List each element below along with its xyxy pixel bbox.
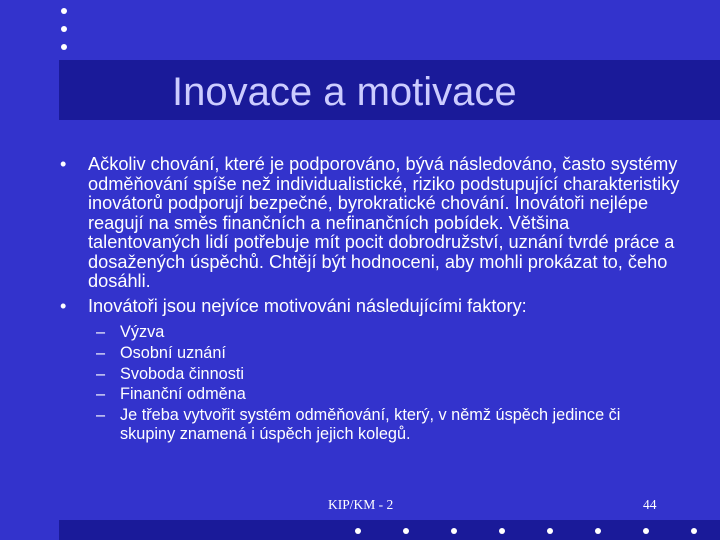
bullet-marker: • [60,154,67,174]
decorative-dot [61,26,67,32]
sub-item [60,406,680,444]
footer-label: KIP/KM - 2 [328,497,394,512]
sub-item [60,385,680,404]
sub-item [60,323,680,342]
dash-marker: – [96,406,106,425]
page-number: 44 [643,497,657,512]
bullet-item [60,155,680,292]
content-list [60,155,680,444]
dash-marker: – [96,323,106,341]
sub-item-text: Je třeba vytvořit systém odměňování, který, v němž úspěch jedince či skupiny znamená i úspěch jejich kolegů. [120,406,621,443]
sub-item-text: Finanční odměna [120,385,246,404]
sub-item [60,344,680,363]
decorative-dot [61,44,67,50]
dash-marker: – [96,364,106,383]
sub-item-text: Výzva [120,323,165,341]
bottom-bar [59,520,720,540]
bullet-marker: • [60,295,67,316]
bullet-text: Ačkoliv chování, které je podporováno, bývá následováno, často systémy odměňování spíše než individualistické, riziko podstupující charakteristiky inovátorů podporují bezpečné, byrokratické chování. Inovátoři nejlépe reagují na směs finančních a nefinančních pobídek. Většina talentovaných lidí potřebuje mít pocit dobrodružství, uznání tvrdé práce a dosažených úspěchů. Chtějí být hodnoceni, aby mohli prokázat to, čeho dosáhli. [88,154,680,291]
bullet-text: Inovátoři jsou nejvíce motivováni následujícími faktory: [88,295,527,316]
decorative-dot [61,8,67,14]
dash-marker: – [96,385,106,404]
slide-title: Inovace a motivace [172,70,517,114]
dash-marker: – [96,343,106,362]
sub-item-text: Osobní uznání [120,343,226,362]
bullet-item [60,297,680,317]
sub-item [60,365,680,384]
sub-item-text: Svoboda činnosti [120,364,245,383]
